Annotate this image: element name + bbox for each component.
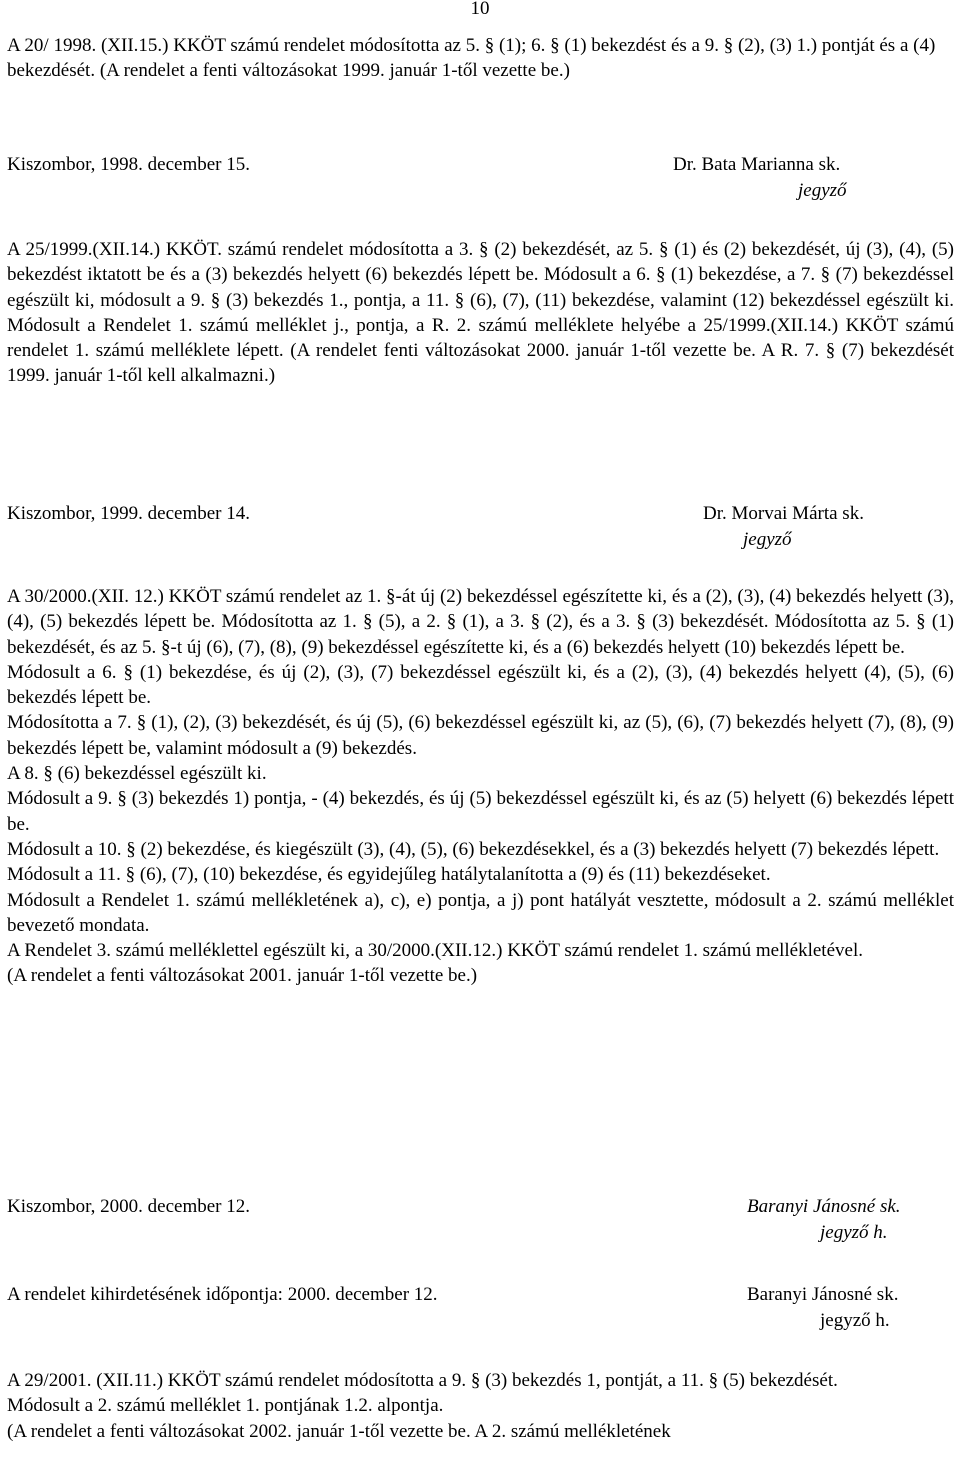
paragraph: (A rendelet a fenti változásokat 2002. január 1-től vezette be. A 2. számú mellékletének <box>7 1420 671 1442</box>
signatory-name: Dr. Morvai Márta sk. <box>703 503 864 524</box>
signatory-title: jegyző <box>743 529 792 550</box>
place-date: Kiszombor, 1999. december 14. <box>7 503 251 524</box>
promulgation-date <box>7 1282 954 1331</box>
paragraph: A 8. § (6) bekezdéssel egészült ki. <box>7 763 267 785</box>
page-number: 10 <box>470 0 490 19</box>
paragraph: Módosult a 6. § (1) bekezdése, és új (2), (3), (7) bekezdéssel egészült ki, és a (2), (3), (4) bekezdés helyett (4), (5), (6) bekezdés lépett be. <box>7 661 954 709</box>
paragraph: A 29/2001. (XII.11.) KKÖT számú rendelet módosította a 9. § (3) bekezdés 1, pontját, a 11. § (5) bekezdését. <box>7 1370 838 1391</box>
signatory-title: jegyző <box>798 180 847 201</box>
paragraph: Módosult a Rendelet 1. számú mellékletének a), c), e) pontja, a j) pont hatályát vesztette, módosult a 2. számú melléklet bevezető mondata. <box>7 889 954 936</box>
paragraph: A 30/2000.(XII. 12.) KKÖT számú rendelet az 1. §-át új (2) bekezdéssel egészítette ki, és a (2), (3), (4) bekezdés helyett (3), (4), (5) bekezdés lépett be. Módosította az 1. § (5), a 2. § (1), a 3. § (2), és a 3. § (3) bekezdését. Módosította az 5. § (1) bekezdését, és az 5. §-t új (6), (7), (8), (9) bekezdéssel egészítette ki, és a (6) bekezdés helyett (10) bekezdés lépett be. <box>7 586 954 658</box>
amendment-2000 <box>7 584 954 989</box>
signature-2000 <box>7 1194 954 1243</box>
signatory-title: jegyző h. <box>820 1222 888 1243</box>
promulgation-text: A rendelet kihirdetésének időpontja: 2000. december 12. <box>7 1284 438 1305</box>
paragraph: Módosult a 2. számú melléklet 1. pontjának 1.2. alpontja. <box>7 1395 444 1417</box>
amendment-2001 <box>7 1368 954 1444</box>
paragraph: Módosult a 10. § (2) bekezdése, és kiegészült (3), (4), (5), (6) bekezdésekkel, és a (3) bekezdés helyett (7) bekezdés lépett. <box>7 838 940 860</box>
signature-1999 <box>7 501 954 550</box>
place-date: Kiszombor, 2000. december 12. <box>7 1196 251 1217</box>
place-date: Kiszombor, 1998. december 15. <box>7 154 251 175</box>
signatory-name: Baranyi Jánosné sk. <box>747 1196 901 1217</box>
signatory-name: Dr. Bata Marianna sk. <box>673 154 841 175</box>
paragraph: Módosult a 9. § (3) bekezdés 1) pontja, - (4) bekezdés, és új (5) bekezdéssel egészült ki, és az (5) helyett (6) bekezdés lépett be. <box>7 788 954 835</box>
signatory-title: jegyző h. <box>820 1310 890 1331</box>
signatory-name: Baranyi Jánosné sk. <box>747 1284 899 1305</box>
amendment-1999 <box>7 237 954 389</box>
paragraph: Módosult a 11. § (6), (7), (10) bekezdése, és egyidejűleg hatálytalanította a (9) és (11) bekezdéseket. <box>7 864 771 886</box>
paragraph: Módosította a 7. § (1), (2), (3) bekezdését, és új (5), (6) bekezdéssel egészült ki, az (5), (6), (7) bekezdés helyett (7), (8), (9) bekezdés lépett be, valamint módosult a (9) bekezdés. <box>7 712 954 759</box>
paragraph: A Rendelet 3. számú melléklettel egészült ki, a 30/2000.(XII.12.) KKÖT számú rendelet 1. számú mellékletével. <box>7 940 863 962</box>
paragraph: A 20/ 1998. (XII.15.) KKÖT számú rendelet módosította az 5. § (1); 6. § (1) bekezdést és a 9. § (2), (3) 1.) pontját és a (4) bekezdését. (A rendelet a fenti változásokat 1999. január 1-től vezette be.) <box>7 35 936 82</box>
paragraph: (A rendelet a fenti változásokat 2001. január 1-től vezette be.) <box>7 965 478 987</box>
signature-1998 <box>7 152 954 201</box>
amendment-1998 <box>7 33 954 84</box>
paragraph: A 25/1999.(XII.14.) KKÖT. számú rendelet módosította a 3. § (2) bekezdését, az 5. § (1) és (2) bekezdését, új (3), (4), (5) bekezdést iktatott be és a (3) bekezdés helyett (6) bekezdés lépett be. Módosult a 6. § (1) bekezdése, a 7. § (7) bekezdéssel egészült ki, módosult a 9. § (3) bekezdés 1., pontja, a 11. § (6), (7), (11) bekezdése, valamint (12) bekezdéssel egészült ki. Módosult a Rendelet 1. számú melléklet j., pontja, a R. 2. számú melléklete helyébe a 25/1999.(XII.14.) KKÖT számú rendelet 1. számú melléklete lépett. (A rendelet fenti változásokat 2000. január 1-től vezette be. A R. 7. § (7) bekezdését 1999. január 1-től kell alkalmazni.) <box>7 239 954 387</box>
